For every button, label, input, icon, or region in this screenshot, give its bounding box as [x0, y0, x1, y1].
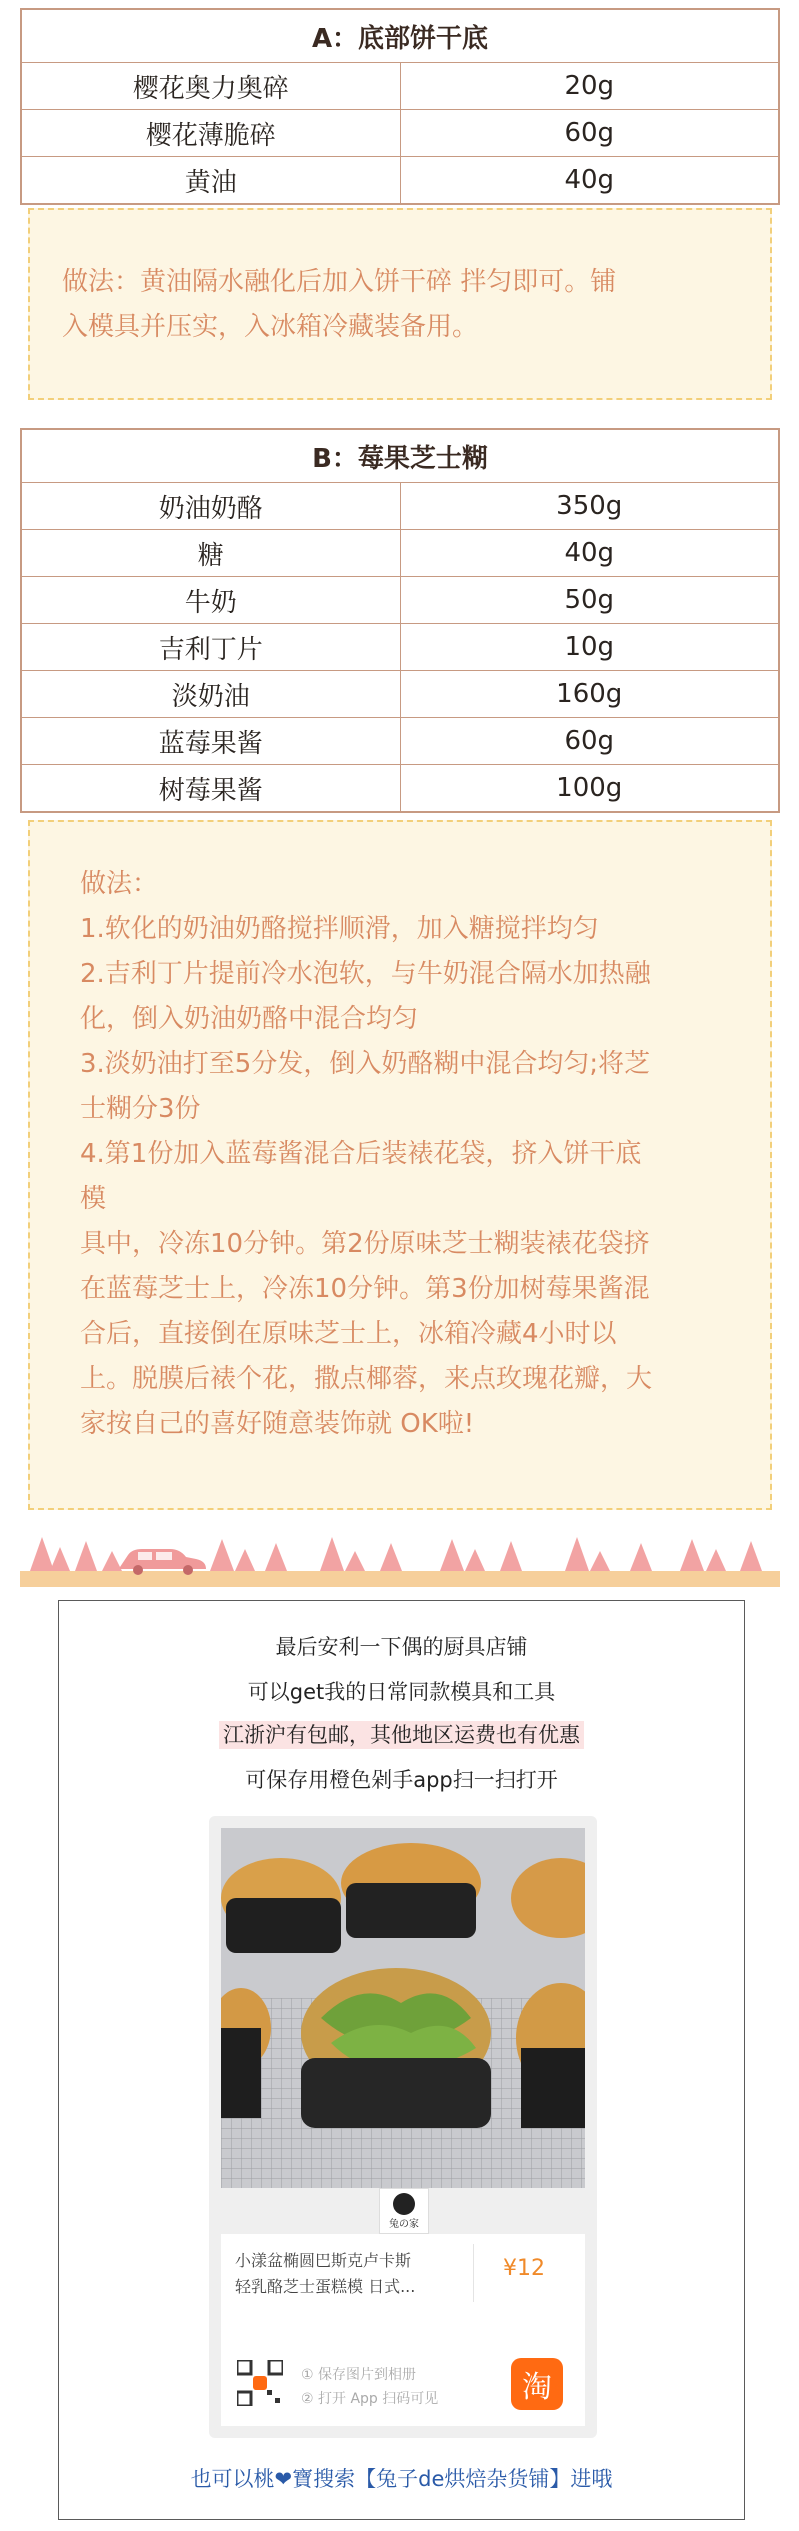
table-row [21, 63, 779, 110]
note-line: 合后，直接倒在原味芝士上，冰箱冷藏4小时以 [80, 1319, 617, 1349]
shop-line-3 [59, 1719, 744, 1749]
ingredient-name: 黄油 [21, 157, 400, 205]
ingredient-amount: 20g [400, 63, 779, 110]
note-line: 化，倒入奶油奶酪中混合均匀 [80, 1004, 419, 1034]
ingredient-name: 糖 [21, 530, 400, 577]
note-line: 上。脱膜后裱个花，撒点椰蓉，来点玫瑰花瓣，大 [80, 1364, 653, 1394]
product-title-line-2: 轻乳酪芝士蛋糕模 日式... [235, 2277, 416, 2296]
shipping-highlight: 江浙沪有包邮，其他地区运费也有优惠 [219, 1721, 584, 1749]
note-line: 4.第1份加入蓝莓酱混合后装裱花袋，挤入饼干底 [80, 1139, 642, 1169]
ingredient-amount: 10g [400, 624, 779, 671]
rabbit-logo-icon [393, 2193, 415, 2215]
ingredient-name: 牛奶 [21, 577, 400, 624]
qr-code-icon [237, 2360, 283, 2406]
tree-car-divider [20, 1525, 780, 1587]
scan-step-1: ① 保存图片到相册 [301, 2367, 417, 2383]
cake-photo-image [221, 1828, 585, 2188]
ingredient-name: 樱花薄脆碎 [21, 110, 400, 157]
table-row [21, 157, 779, 205]
table-row [21, 718, 779, 765]
note-line: 入模具并压实，入冰箱冷藏装备用。 [62, 312, 479, 342]
ingredient-amount: 100g [400, 765, 779, 813]
table-row [21, 530, 779, 577]
table-row [21, 110, 779, 157]
shop-promo-card [58, 1600, 745, 2520]
note-line: 1.软化的奶油奶酪搅拌顺滑，加入糖搅拌均匀 [80, 914, 599, 944]
scan-instructions [221, 2342, 585, 2426]
store-logo [379, 2188, 429, 2234]
note-line: 家按自己的喜好随意装饰就 OK啦! [80, 1409, 475, 1439]
table-a-section [20, 8, 780, 205]
table-a-title: A：底部饼干底 [21, 9, 779, 63]
ingredient-name: 蓝莓果酱 [21, 718, 400, 765]
note-line: 3.淡奶油打至5分发，倒入奶酪糊中混合均匀;将芝 [80, 1049, 651, 1079]
ingredient-name: 奶油奶酪 [21, 483, 400, 530]
ingredient-amount: 40g [400, 157, 779, 205]
ingredient-amount: 40g [400, 530, 779, 577]
table-row [21, 765, 779, 813]
table-row [21, 483, 779, 530]
note-line: 具中，冷冻10分钟。第2份原味芝士糊装裱花袋挤 [80, 1229, 650, 1259]
note-line: 2.吉利丁片提前冷水泡软，与牛奶混合隔水加热融 [80, 959, 651, 989]
product-info [221, 2234, 585, 2342]
table-b-section [20, 428, 780, 813]
store-logo-text: 兔の家 [389, 2218, 419, 2230]
ingredient-name: 樱花奥力奥碎 [21, 63, 400, 110]
divider [473, 2244, 474, 2302]
table-row [21, 624, 779, 671]
ingredient-name: 淡奶油 [21, 671, 400, 718]
search-shop-link[interactable]: 也可以桃❤寶搜索【兔子de烘焙杂货铺】进哦 [190, 2467, 613, 2491]
method-note-a [28, 208, 772, 400]
shop-line-2: 可以get我的日常同款模具和工具 [247, 1680, 556, 1704]
note-line: 模 [80, 1184, 107, 1214]
ingredients-table-a [20, 8, 780, 205]
taobao-app-icon[interactable]: 淘 [511, 2358, 563, 2410]
note-line: 做法： [80, 869, 159, 899]
note-line: 在蓝莓芝士上，冷冻10分钟。第3份加树莓果酱混 [80, 1274, 650, 1304]
product-share-card[interactable] [209, 1816, 597, 2438]
note-line: 做法：黄油隔水融化后加入饼干碎 拌匀即可。铺 [62, 267, 617, 297]
method-note-b [28, 820, 772, 1510]
ingredient-name: 吉利丁片 [21, 624, 400, 671]
ingredient-amount: 160g [400, 671, 779, 718]
product-photo [221, 1828, 585, 2188]
ingredient-name: 树莓果酱 [21, 765, 400, 813]
ingredients-table-b [20, 428, 780, 813]
shop-line-4: 可保存用橙色剁手app扫一扫打开 [245, 1768, 558, 1792]
ingredient-amount: 50g [400, 577, 779, 624]
product-price: ¥12 [503, 2256, 545, 2281]
table-b-title: B：莓果芝士糊 [21, 429, 779, 483]
ingredient-amount: 60g [400, 110, 779, 157]
table-row [21, 671, 779, 718]
product-title-line-1: 小漾盆椭圆巴斯克卢卡斯 [235, 2251, 412, 2270]
table-row [21, 577, 779, 624]
shop-line-1: 最后安利一下偶的厨具店铺 [275, 1635, 528, 1659]
note-line: 士糊分3份 [80, 1094, 201, 1124]
ingredient-amount: 350g [400, 483, 779, 530]
scan-step-2: ② 打开 App 扫码可见 [301, 2391, 439, 2407]
ingredient-amount: 60g [400, 718, 779, 765]
